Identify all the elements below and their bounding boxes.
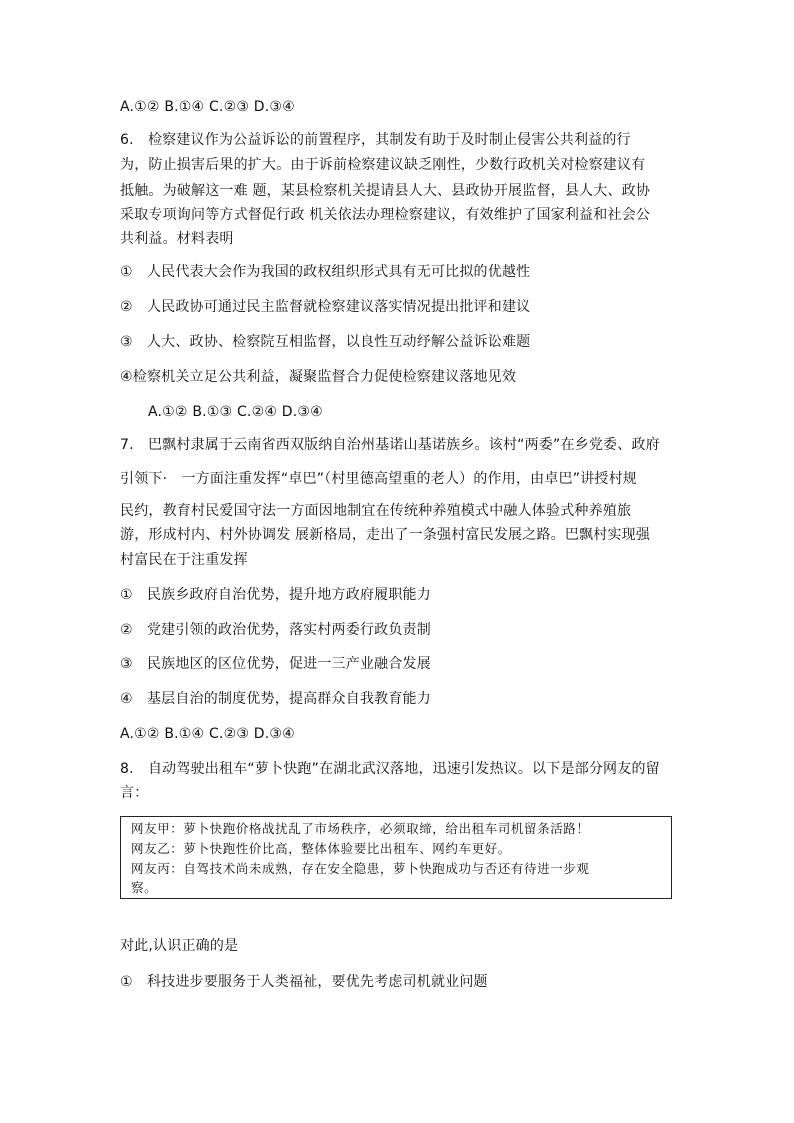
q6-stem-line: 为，防止损害后果的扩大。由于诉前检察建议缺乏刚性，少数行政机关对检察建议有	[120, 157, 646, 173]
comment-bing-cont: 察。	[131, 880, 158, 895]
q7-stem-line: 游，形成村内、村外协调发 展新格局，走出了一条强村富民发展之路。巴飘村实现强	[120, 527, 651, 543]
q7-stem-line: 民约，教育村民爱国守法一方面因地制宜在传统种养殖模式中融人体验式种养殖旅	[120, 503, 632, 519]
q7-stem-line: 7. 巴飘村隶属于云南省西双版纳自治州基诺山基诺族乡。该村“两委”在乡党委、政府	[120, 437, 660, 453]
q5-options: A.①② B.①④ C.②③ D.③④	[120, 99, 295, 115]
comment-bing: 网友丙：自驾技术尚未成熟，存在安全隐患，萝卜快跑成功与否还有待进一步观	[131, 861, 590, 876]
q7-item-4: ④ 基层自治的制度优势，提高群众自我教育能力	[120, 691, 431, 707]
q6-options: A.①② B.①③ C.②④ D.③④	[148, 404, 323, 420]
comment-jia: 网友甲：萝卜快跑价格战扰乱了市场秩序，必须取缔，给出租车司机留条活路！	[131, 821, 590, 836]
q6-stem-line: 6. 检察建议作为公益诉讼的前置程序，其制发有助于及时制止侵害公共利益的行	[120, 132, 631, 148]
q7-item-1: ① 民族乡政府自治优势，提升地方政府履职能力	[120, 587, 431, 603]
q6-stem-line: 抵触。为破解这一难 题，某县检察机关提请县人大、县政协开展监督，县人大、政协	[120, 183, 651, 199]
q6-stem-line: 共利益。材料表明	[120, 231, 234, 247]
q7-stem-line: 引领下· 一方面注重发挥“卓巴”（村里德高望重的老人）的作用，由卓巴”讲授村规	[120, 471, 638, 487]
netizen-comments-box	[120, 816, 672, 899]
q6-item-4: ④检察机关立足公共利益，凝聚监督合力促使检察建议落地见效	[120, 369, 517, 385]
q8-stem-line: 8. 自动驾驶出租车“萝卜快跑”在湖北武汉落地，迅速引发热议。以下是部分网友的留	[120, 761, 660, 777]
q8-item-1: ① 科技进步要服务于人类福祉，要优先考虑司机就业问题	[120, 974, 488, 990]
q8-prompt: 对此,认识正确的是	[120, 938, 239, 954]
q8-stem-line: 言：	[120, 785, 149, 801]
q6-stem-line: 采取专项询问等方式督促行政 机关依法办理检察建议，有效维护了国家利益和社会公	[120, 207, 651, 223]
q7-stem-line: 村富民在于注重发挥	[120, 552, 248, 568]
q7-options: A.①② B.①④ C.②③ D.③④	[120, 726, 295, 742]
q6-item-1: ① 人民代表大会作为我国的政权组织形式具有无可比拟的优越性	[120, 264, 531, 280]
q7-item-2: ② 党建引领的政治优势，落实村两委行政负责制	[120, 622, 431, 638]
q6-item-3: ③ 人大、政协、检察院互相监督，以良性互动纾解公益诉讼难题	[120, 334, 531, 350]
comment-yi: 网友乙：萝卜快跑性价比高，整体体验要比出租车、网约车更好。	[131, 841, 511, 856]
q7-item-3: ③ 民族地区的区位优势，促进一三产业融合发展	[120, 656, 431, 672]
q6-item-2: ② 人民政协可通过民主监督就检察建议落实情况提出批评和建议	[120, 299, 531, 315]
